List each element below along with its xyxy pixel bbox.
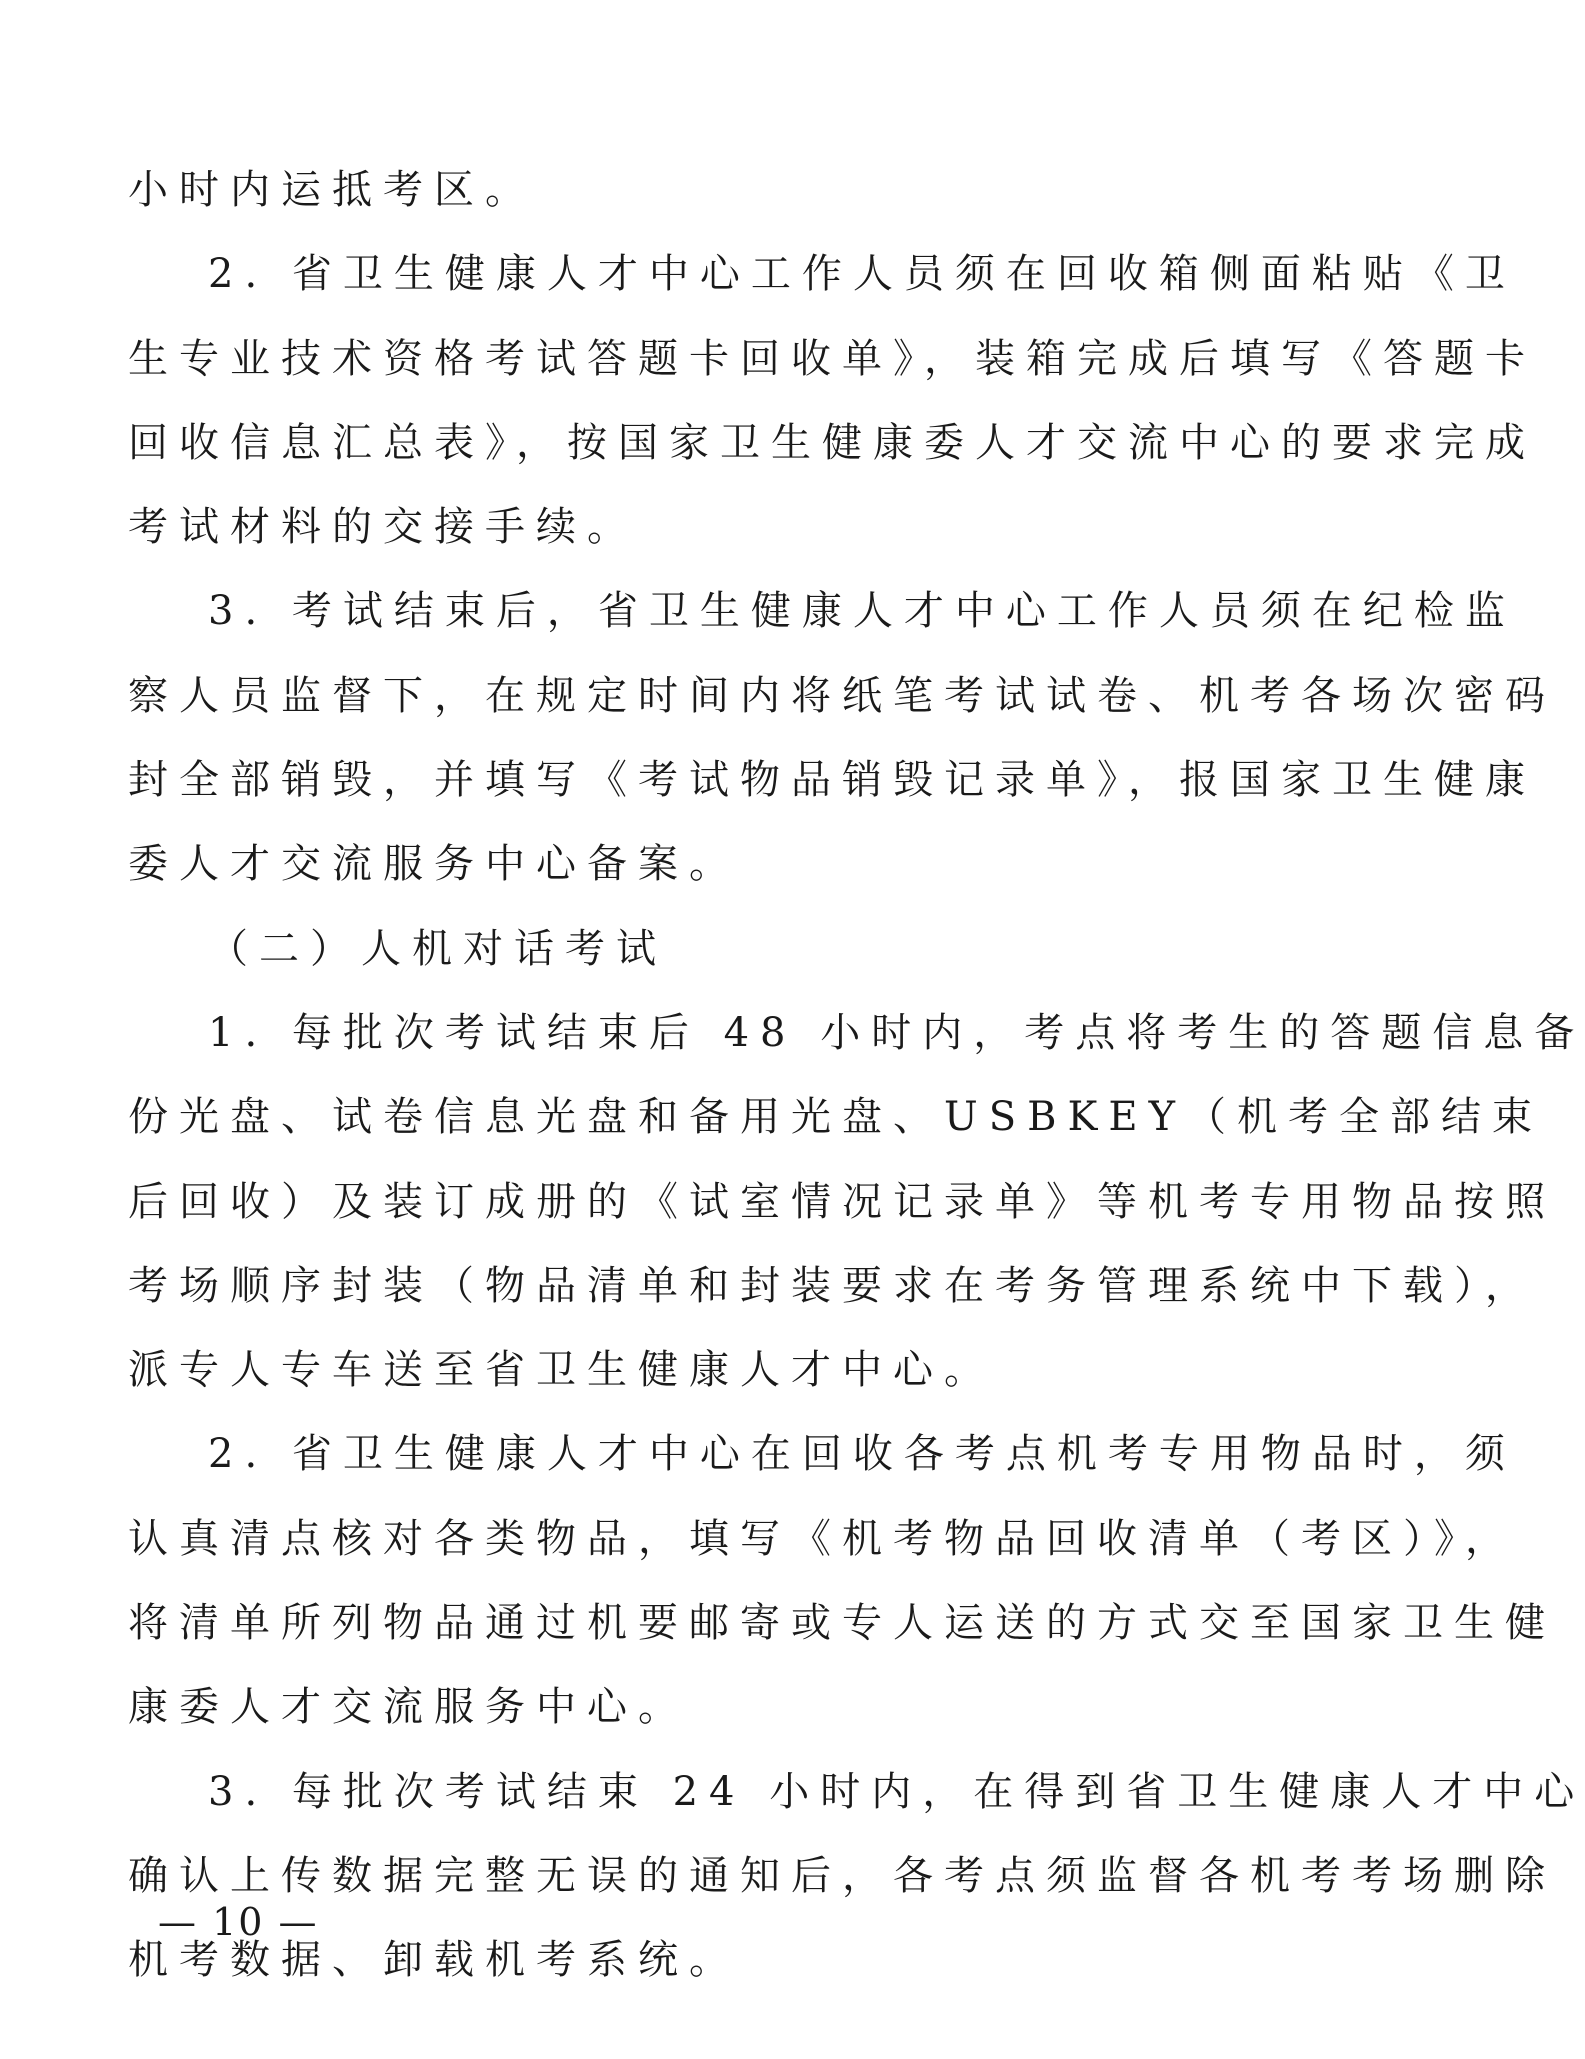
text-line: 封全部销毁，并填写《考试物品销毁记录单》，报国家卫生健康 — [128, 757, 1536, 804]
text-line: 康委人才交流服务中心。 — [128, 1684, 689, 1731]
text-line: 后回收）及装订成册的《试室情况记录单》等机考专用物品按照 — [128, 1178, 1556, 1225]
text-line: 3. 每批次考试结束 24 小时内，在得到省卫生健康人才中心 — [208, 1768, 1585, 1815]
text-line: 派专人专车送至省卫生健康人才中心。 — [128, 1347, 995, 1394]
text-line: 认真清点核对各类物品，填写《机考物品回收清单（考区）》， — [128, 1515, 1516, 1562]
text-line: 将清单所列物品通过机要邮寄或专人运送的方式交至国家卫生健 — [128, 1600, 1556, 1647]
text-line: 委人才交流服务中心备案。 — [128, 841, 740, 888]
text-line: 察人员监督下，在规定时间内将纸笔考试试卷、机考各场次密码 — [128, 672, 1556, 719]
page-number: — 10 — — [158, 1900, 319, 1944]
text-line: 2. 省卫生健康人才中心在回收各考点机考专用物品时，须 — [208, 1431, 1516, 1478]
text-line: 考试材料的交接手续。 — [128, 504, 638, 551]
text-line: 份光盘、试卷信息光盘和备用光盘、USBKEY（机考全部结束 — [128, 1094, 1543, 1141]
text-line: 考场顺序封装（物品清单和封装要求在考务管理系统中下载）， — [128, 1262, 1536, 1309]
text-line: 回收信息汇总表》，按国家卫生健康委人才交流中心的要求完成 — [128, 419, 1536, 466]
text-line: 2. 省卫生健康人才中心工作人员须在回收箱侧面粘贴《卫 — [208, 251, 1516, 298]
text-line: 小时内运抵考区。 — [128, 167, 536, 213]
section-heading: （二）人机对话考试 — [208, 925, 667, 972]
document-body — [128, 148, 1585, 2003]
text-line: 确认上传数据完整无误的通知后，各考点须监督各机考考场删除 — [128, 1852, 1556, 1899]
text-line: 1. 每批次考试结束后 48 小时内，考点将考生的答题信息备 — [208, 1009, 1585, 1056]
text-line: 生专业技术资格考试答题卡回收单》，装箱完成后填写《答题卡 — [128, 335, 1536, 382]
text-line: 3. 考试结束后，省卫生健康人才中心工作人员须在纪检监 — [208, 588, 1516, 635]
text-line: 机考数据、卸载机考系统。 — [128, 1937, 740, 1984]
